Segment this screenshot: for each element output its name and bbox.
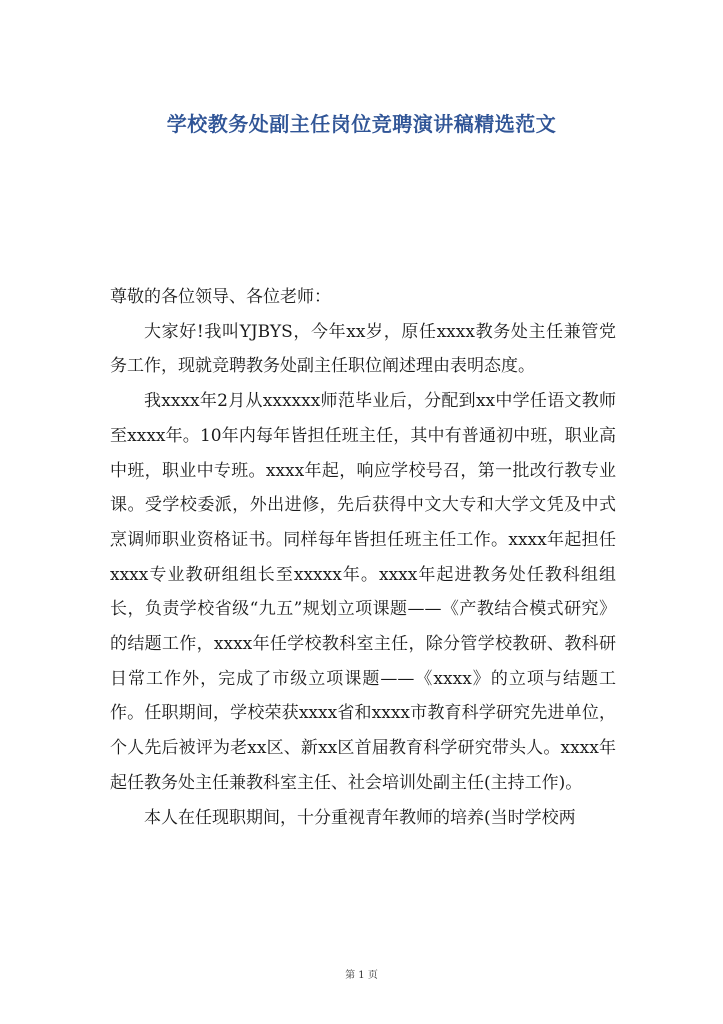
paragraph-1: 大家好!我叫YJBYS，今年xx岁，原任xxxx教务处主任兼管党务工作，现就竞聘教务处副主任职位阐述理由表明态度。 <box>110 321 616 377</box>
page-number-footer: 第 1 页 <box>345 970 378 981</box>
paragraph-3: 本人在任现职期间，十分重视青年教师的培养(当时学校两 <box>144 807 576 828</box>
document-body <box>110 280 616 835</box>
paragraph-2: 我xxxx年2月从xxxxxx师范毕业后，分配到xx中学任语文教师至xxxx年。10年内每年皆担任班主任，其中有普通初中班，职业高中班，职业中专班。xxxx年起，响应学校号召，第一批改行教专业课。受学校委派，外出进修，先后获得中文大专和大学文凭及中式烹调师职业资格证书。同样每年皆担任班主任工作。xxxx年起担任xxxx专业教研组组长至xxxxx年。xxxx年起进教务处任教科组组长，负责学校省级“九五”规划立项课题——《产教结合模式研究》的结题工作，xxxx年任学校教科室主任，除分管学校教研、教科研日常工作外，完成了市级立项课题——《xxxx》的立项与结题工作。任职期间，学校荣获xxxx省和xxxx市教育科学研究先进单位，个人先后被评为老xx区、新xx区首届教育科学研究带头人。xxxx年起任教务处主任兼教科室主任、社会培训处副主任(主持工作)。 <box>110 391 616 793</box>
document-title: 学校教务处副主任岗位竞聘演讲稿精选范文 <box>166 112 557 136</box>
salutation: 尊敬的各位领导、各位老师： <box>110 287 331 307</box>
